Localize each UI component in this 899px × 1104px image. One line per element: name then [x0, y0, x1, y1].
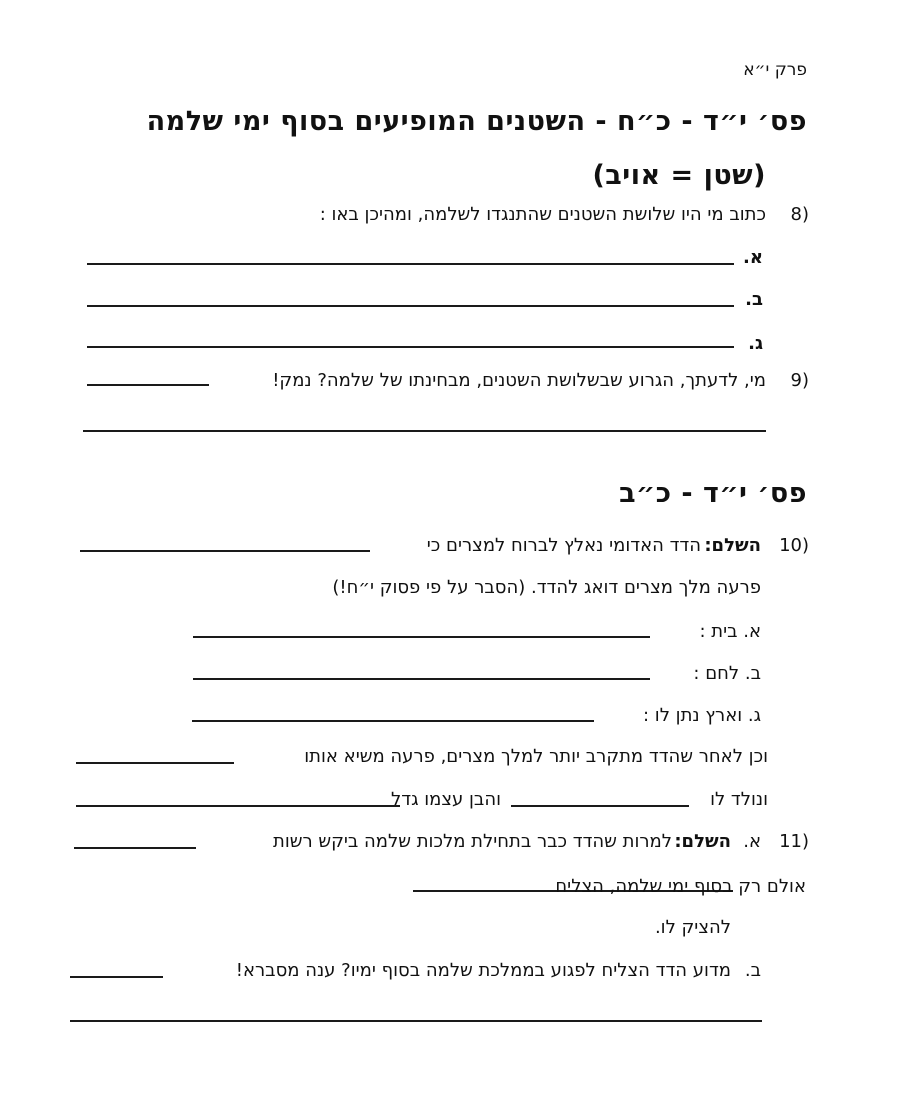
- q10-answer-line-c[interactable]: [192, 720, 594, 722]
- chapter-label: פרק י״א: [743, 60, 807, 80]
- q9-answer-line-1[interactable]: [87, 384, 209, 386]
- section2-title: פס׳ י״ד - כ״ב: [619, 478, 807, 509]
- q8-text: כתוב מי היו שלושת השטנים שהתנגדו לשלמה, ומהיכן באו :: [319, 204, 766, 225]
- q11-b-label: ב.: [744, 960, 761, 981]
- q9-text: מי, לדעתך, הגרוע שבשלושת השטנים, מבחינתו של שלמה? נמק!: [272, 370, 766, 391]
- q10-item-a: א. בית :: [699, 621, 761, 642]
- q11-cont: אולם רק בסוף ימי שלמה, הצליח: [555, 876, 806, 897]
- q10-line4b: והבן עצמו גדל: [391, 789, 501, 810]
- q9-number: 9): [790, 370, 809, 391]
- q11-cont2: להציק לו.: [654, 917, 731, 938]
- q8-item-a-label: א.: [743, 247, 763, 268]
- q11-text: למרות שהדד כבר בתחילת מלכות שלמה ביקש רשות: [272, 831, 672, 852]
- q11-number: 11): [779, 831, 809, 852]
- q10-line4a: ונולד לו: [710, 789, 768, 810]
- q10-answer-line-4a[interactable]: [511, 805, 689, 807]
- q10-answer-line-4b[interactable]: [76, 805, 400, 807]
- q11-b-text: מדוע הדד הצליח לפגוע בממלכת שלמה בסוף ימיו? ענה מסברא!: [235, 960, 731, 981]
- q10-answer-line-a[interactable]: [193, 636, 650, 638]
- q8-answer-line-b[interactable]: [87, 305, 734, 307]
- q10-answer-line-1[interactable]: [80, 550, 370, 552]
- q10-number: 10): [779, 535, 809, 556]
- q11-a-label: א.: [743, 831, 761, 852]
- q11-b-answer-line-2[interactable]: [70, 1020, 762, 1022]
- q8-item-b-label: ב.: [745, 289, 763, 310]
- q10-item-c: ג. וארץ נתן לו :: [643, 705, 761, 726]
- q8-number: 8): [790, 204, 809, 225]
- q10-answer-line-3[interactable]: [76, 762, 234, 764]
- q11-label: השלם:: [674, 831, 731, 852]
- q9-answer-line-2[interactable]: [83, 430, 766, 432]
- q8-item-c-label: ג.: [748, 333, 763, 354]
- q10-line2: פרעה מלך מצרים דואג להדד. (הסבר על פי פסוק י״ח!): [332, 577, 761, 598]
- q11-answer-line-1[interactable]: [74, 847, 196, 849]
- q10-answer-line-b[interactable]: [193, 678, 650, 680]
- section1-title: פס׳ י״ד - כ״ח - השטנים המופיעים בסוף ימי שלמה: [146, 106, 807, 137]
- q10-label: השלם:: [704, 535, 761, 556]
- q10-item-b: ב. לחם :: [693, 663, 761, 684]
- q11-b-answer-line-1[interactable]: [70, 976, 163, 978]
- q8-answer-line-c[interactable]: [87, 346, 734, 348]
- q8-answer-line-a[interactable]: [87, 263, 734, 265]
- q10-line3: וכן לאחר שהדד מתקרב יותר למלך מצרים, פרעה משיא אותו: [304, 746, 768, 767]
- section1-subtitle: (שטן = אויב): [592, 160, 766, 191]
- q10-text: הדד האדומי נאלץ לברוח למצרים כי: [426, 535, 701, 556]
